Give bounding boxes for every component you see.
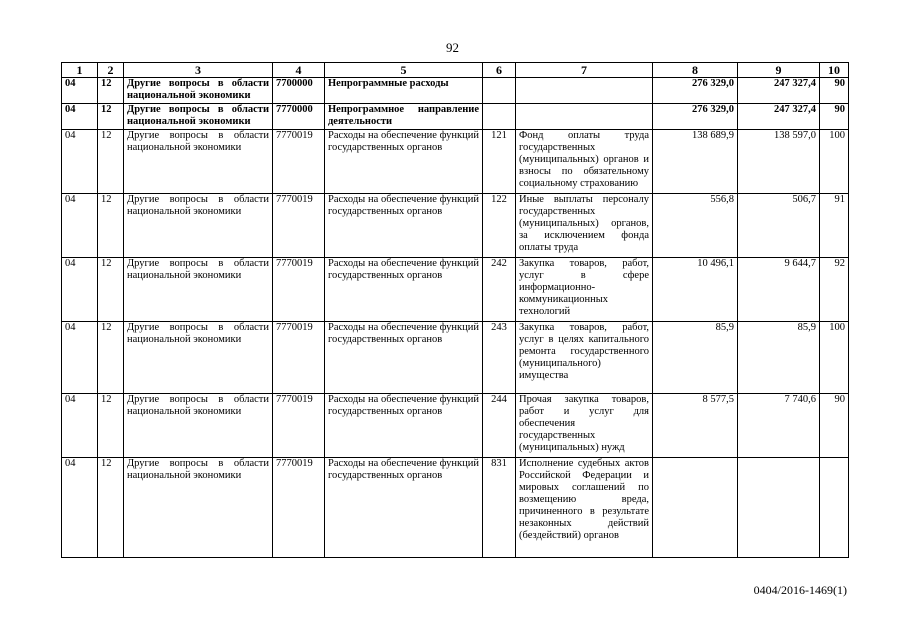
- article-name-cell: Расходы на обеспечение функций государственных органов: [325, 194, 483, 258]
- budget-table: [61, 62, 849, 558]
- subsection-code-cell: 12: [98, 194, 124, 258]
- subsection-code-cell: 12: [98, 322, 124, 394]
- column-header: 6: [483, 63, 516, 78]
- column-header: 8: [653, 63, 738, 78]
- document-code: 0404/2016-1469(1): [753, 583, 847, 597]
- expense-type-code-cell: 121: [483, 130, 516, 194]
- expense-type-name-cell: [516, 78, 653, 104]
- column-header: 9: [738, 63, 820, 78]
- target-article-cell: 7700000: [273, 78, 325, 104]
- section-name-cell: Другие вопросы в области национальной экономики: [124, 78, 273, 104]
- section-name-cell: Другие вопросы в области национальной экономики: [124, 130, 273, 194]
- table-row: [62, 322, 849, 394]
- execution-percent-cell: 90: [820, 104, 849, 130]
- expense-type-name-cell: Фонд оплаты труда государственных (муниципальных) органов и взносы по обязательному социальному страхованию: [516, 130, 653, 194]
- section-code-cell: 04: [62, 322, 98, 394]
- execution-percent-cell: [820, 458, 849, 558]
- column-header: 5: [325, 63, 483, 78]
- section-code-cell: 04: [62, 104, 98, 130]
- table-row: [62, 458, 849, 558]
- expense-type-name-cell: Иные выплаты персоналу государственных (муниципальных) органов, за исключением фонда оплаты труда: [516, 194, 653, 258]
- column-header: 4: [273, 63, 325, 78]
- expense-type-name-cell: [516, 104, 653, 130]
- target-article-cell: 7770019: [273, 194, 325, 258]
- article-name-cell: Расходы на обеспечение функций государственных органов: [325, 322, 483, 394]
- executed-amount-cell: 138 597,0: [738, 130, 820, 194]
- planned-amount-cell: 10 496,1: [653, 258, 738, 322]
- executed-amount-cell: 85,9: [738, 322, 820, 394]
- subsection-code-cell: 12: [98, 130, 124, 194]
- section-code-cell: 04: [62, 78, 98, 104]
- expense-type-code-cell: [483, 104, 516, 130]
- article-name-cell: Расходы на обеспечение функций государственных органов: [325, 130, 483, 194]
- table-row: [62, 104, 849, 130]
- section-code-cell: 04: [62, 394, 98, 458]
- article-name-cell: Непрограммные расходы: [325, 78, 483, 104]
- section-name-cell: Другие вопросы в области национальной экономики: [124, 394, 273, 458]
- column-header: 2: [98, 63, 124, 78]
- section-code-cell: 04: [62, 130, 98, 194]
- expense-type-code-cell: 242: [483, 258, 516, 322]
- execution-percent-cell: 90: [820, 394, 849, 458]
- subsection-code-cell: 12: [98, 258, 124, 322]
- expense-type-code-cell: 244: [483, 394, 516, 458]
- column-header: 7: [516, 63, 653, 78]
- planned-amount-cell: 276 329,0: [653, 104, 738, 130]
- executed-amount-cell: 247 327,4: [738, 104, 820, 130]
- table-row: [62, 78, 849, 104]
- target-article-cell: 7770019: [273, 394, 325, 458]
- subsection-code-cell: 12: [98, 394, 124, 458]
- execution-percent-cell: 100: [820, 130, 849, 194]
- execution-percent-cell: 92: [820, 258, 849, 322]
- section-code-cell: 04: [62, 194, 98, 258]
- subsection-code-cell: 12: [98, 78, 124, 104]
- expense-type-name-cell: Исполнение судебных актов Российской Федерации и мировых соглашений по возмещению вреда, причиненного в результате незаконных действий (бездействий) органов: [516, 458, 653, 558]
- table-row: [62, 258, 849, 322]
- expense-type-name-cell: Закупка товаров, работ, услуг в целях капитального ремонта государственного (муниципального) имущества: [516, 322, 653, 394]
- planned-amount-cell: 556,8: [653, 194, 738, 258]
- article-name-cell: Непрограммное направление деятельности: [325, 104, 483, 130]
- subsection-code-cell: 12: [98, 458, 124, 558]
- column-header: 10: [820, 63, 849, 78]
- expense-type-code-cell: [483, 78, 516, 104]
- column-header: 3: [124, 63, 273, 78]
- column-header: 1: [62, 63, 98, 78]
- section-name-cell: Другие вопросы в области национальной экономики: [124, 258, 273, 322]
- section-name-cell: Другие вопросы в области национальной экономики: [124, 458, 273, 558]
- header-row: [62, 63, 849, 78]
- executed-amount-cell: 7 740,6: [738, 394, 820, 458]
- executed-amount-cell: [738, 458, 820, 558]
- planned-amount-cell: 138 689,9: [653, 130, 738, 194]
- execution-percent-cell: 91: [820, 194, 849, 258]
- article-name-cell: Расходы на обеспечение функций государственных органов: [325, 258, 483, 322]
- planned-amount-cell: [653, 458, 738, 558]
- target-article-cell: 7770019: [273, 458, 325, 558]
- expense-type-name-cell: Закупка товаров, работ, услуг в сфере информационно-коммуникационных технологий: [516, 258, 653, 322]
- target-article-cell: 7770019: [273, 322, 325, 394]
- expense-type-code-cell: 831: [483, 458, 516, 558]
- article-name-cell: Расходы на обеспечение функций государственных органов: [325, 458, 483, 558]
- page-number: 92: [446, 40, 459, 55]
- target-article-cell: 7770019: [273, 258, 325, 322]
- subsection-code-cell: 12: [98, 104, 124, 130]
- section-code-cell: 04: [62, 458, 98, 558]
- table-body: [62, 78, 849, 558]
- executed-amount-cell: 247 327,4: [738, 78, 820, 104]
- article-name-cell: Расходы на обеспечение функций государственных органов: [325, 394, 483, 458]
- section-name-cell: Другие вопросы в области национальной экономики: [124, 322, 273, 394]
- section-code-cell: 04: [62, 258, 98, 322]
- expense-type-name-cell: Прочая закупка товаров, работ и услуг для обеспечения государственных (муниципальных) нужд: [516, 394, 653, 458]
- expense-type-code-cell: 122: [483, 194, 516, 258]
- table-row: [62, 194, 849, 258]
- table-row: [62, 130, 849, 194]
- expense-type-code-cell: 243: [483, 322, 516, 394]
- target-article-cell: 7770000: [273, 104, 325, 130]
- planned-amount-cell: 85,9: [653, 322, 738, 394]
- table-row: [62, 394, 849, 458]
- section-name-cell: Другие вопросы в области национальной экономики: [124, 194, 273, 258]
- executed-amount-cell: 9 644,7: [738, 258, 820, 322]
- planned-amount-cell: 276 329,0: [653, 78, 738, 104]
- executed-amount-cell: 506,7: [738, 194, 820, 258]
- section-name-cell: Другие вопросы в области национальной экономики: [124, 104, 273, 130]
- execution-percent-cell: 90: [820, 78, 849, 104]
- execution-percent-cell: 100: [820, 322, 849, 394]
- planned-amount-cell: 8 577,5: [653, 394, 738, 458]
- target-article-cell: 7770019: [273, 130, 325, 194]
